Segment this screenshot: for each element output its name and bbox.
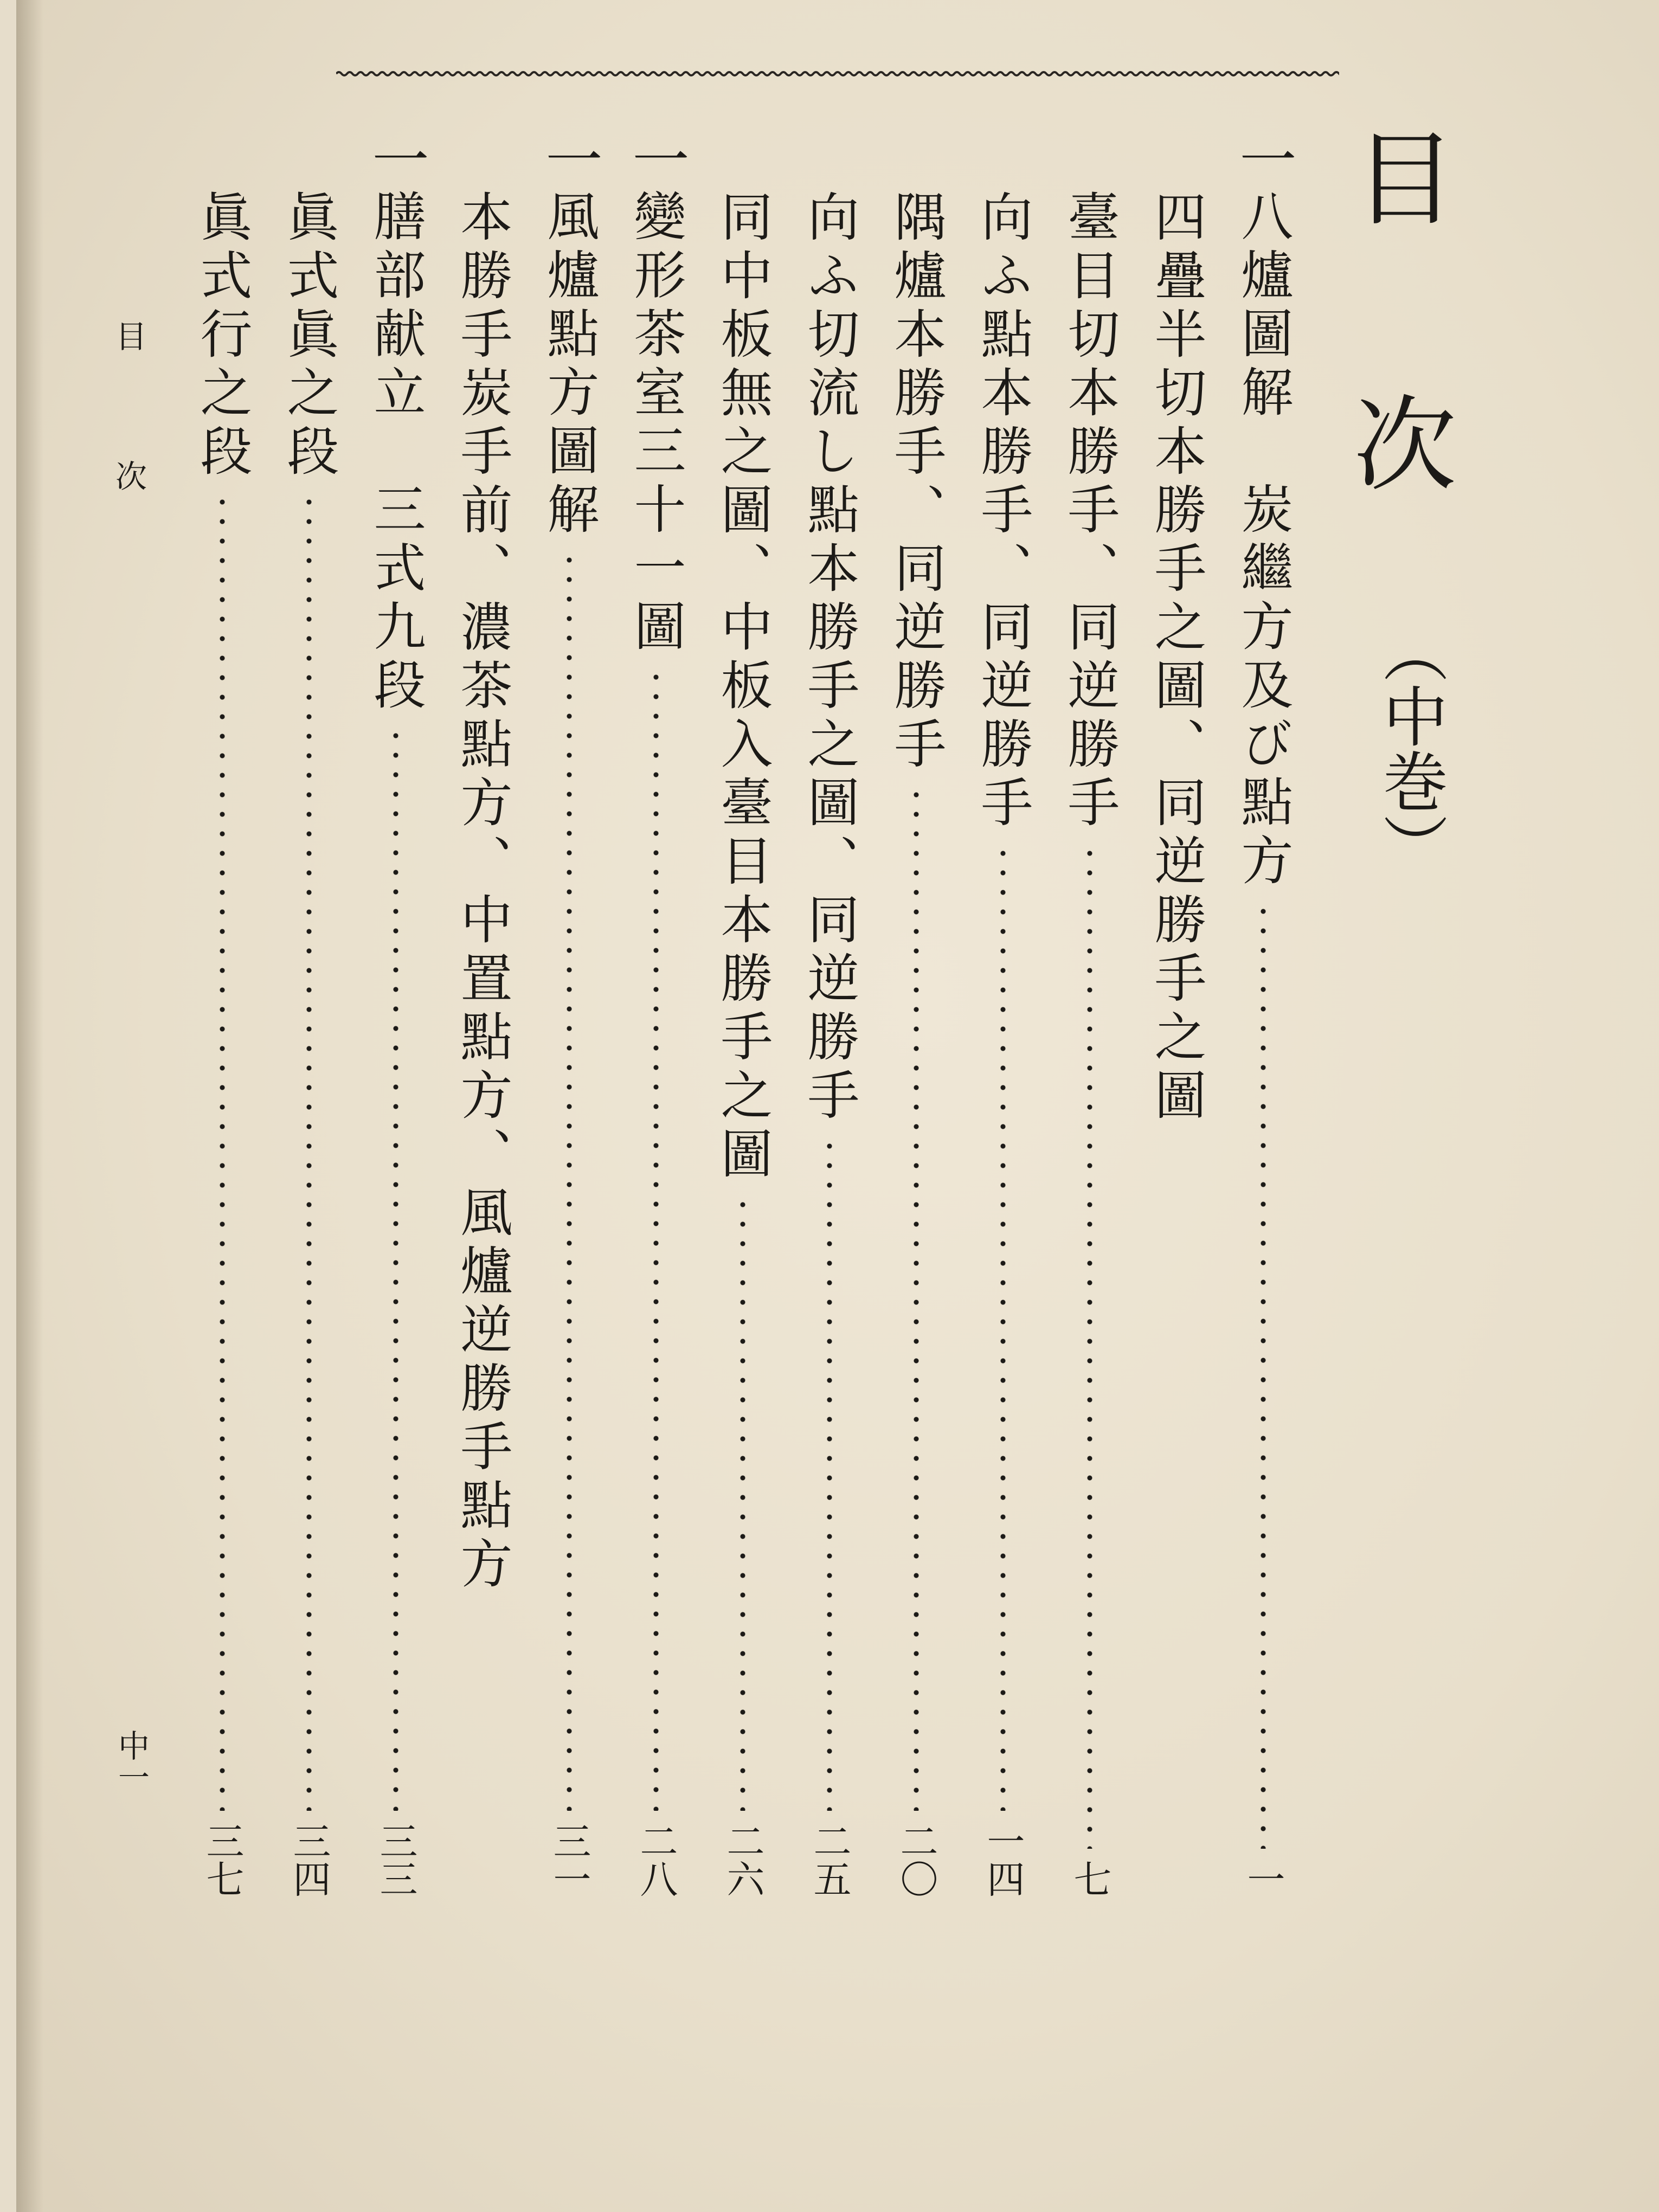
- entry-page-number: 三七: [200, 1822, 245, 1898]
- leader-dots: [220, 492, 225, 1811]
- entry-text: 本勝手炭手前、濃茶點方、中置點方、風爐逆勝手點方: [452, 190, 513, 1595]
- entry-text: 向ふ點本勝手、同逆勝手: [973, 190, 1033, 834]
- toc-entry[interactable]: [881, 190, 951, 1898]
- leader-dots: [1000, 844, 1006, 1811]
- entry-bullet: 一: [623, 130, 690, 187]
- entry-page-number: 三一: [547, 1822, 591, 1898]
- leader-dots: [827, 1136, 832, 1811]
- entry-text: 眞式眞之段: [279, 190, 339, 483]
- entry-page-number: 一四: [981, 1822, 1025, 1898]
- folio-page-number: 中一: [113, 1729, 150, 1792]
- toc-entry[interactable]: [708, 190, 778, 1898]
- leader-dots: [1087, 844, 1092, 1849]
- spine-shadow: [16, 0, 43, 2212]
- entry-bullet: 一: [1230, 130, 1297, 187]
- toc-entry[interactable]: [1141, 190, 1212, 1127]
- entry-bullet: 一: [363, 130, 429, 187]
- leader-dots: [393, 726, 398, 1811]
- entry-text: 同中板無之圖、中板入臺目本勝手之圖: [712, 190, 773, 1185]
- page-subtitle: （中巻）: [1372, 618, 1448, 878]
- book-page: [16, 0, 1659, 2212]
- entry-page-number: 二五: [807, 1822, 852, 1898]
- entry-text: 眞式行之段: [192, 190, 253, 483]
- entry-bullet: 一: [536, 130, 603, 187]
- leader-dots: [740, 1195, 745, 1811]
- toc-entry[interactable]: [1228, 130, 1298, 1898]
- toc-entry[interactable]: [794, 190, 865, 1898]
- entry-text: 八爐圖解 炭繼方及び點方: [1233, 189, 1294, 892]
- entry-text: 四疊半切本勝手之圖、同逆勝手之圖: [1146, 190, 1207, 1127]
- entry-page-number: 七: [1068, 1860, 1112, 1898]
- entry-text: 臺目切本勝手、同逆勝手: [1059, 190, 1120, 834]
- leader-dots: [306, 492, 312, 1811]
- entry-text: 膳部献立 三式九段: [365, 189, 426, 716]
- toc-entry[interactable]: [447, 190, 518, 1599]
- entry-page-number: 二八: [634, 1822, 678, 1898]
- entry-page-number: 二〇: [894, 1822, 938, 1898]
- entry-page-number: 一: [1241, 1860, 1285, 1898]
- running-head: 目次: [110, 320, 147, 600]
- entry-page-number: 三四: [287, 1822, 331, 1898]
- leader-dots: [567, 550, 572, 1811]
- entry-text: 變形茶室三十一圖: [626, 189, 686, 658]
- toc-entry[interactable]: [187, 190, 258, 1898]
- page-title: 目次: [1336, 125, 1456, 656]
- entry-text: 隅爐本勝手、同逆勝手: [886, 190, 947, 775]
- top-wavy-rule: [336, 69, 1339, 78]
- leader-dots: [653, 667, 659, 1811]
- toc-entry[interactable]: [534, 130, 605, 1898]
- toc-entry[interactable]: [361, 130, 431, 1898]
- toc-entry[interactable]: [1054, 190, 1125, 1898]
- entry-page-number: 二六: [721, 1822, 765, 1898]
- entry-text: 向ふ切流し點本勝手之圖、同逆勝手: [799, 190, 860, 1127]
- entry-text: 風爐點方圖解: [539, 189, 600, 541]
- leader-dots: [1261, 902, 1266, 1849]
- leader-dots: [914, 785, 919, 1811]
- entry-page-number: 三三: [374, 1822, 418, 1898]
- toc-entry[interactable]: [968, 190, 1038, 1898]
- toc-entry[interactable]: [621, 130, 691, 1898]
- toc-entry[interactable]: [274, 190, 344, 1898]
